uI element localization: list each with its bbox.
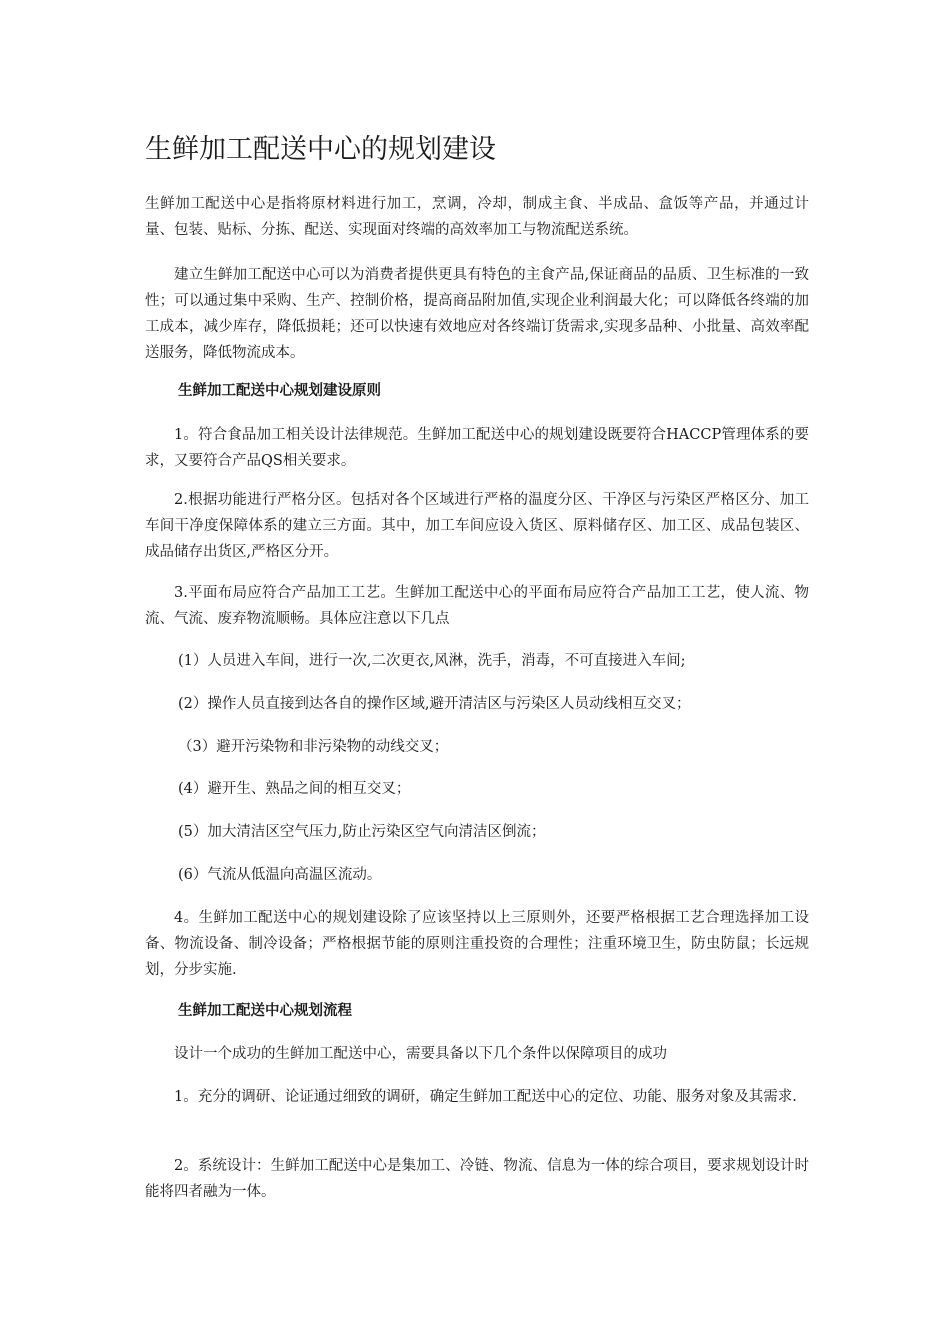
list-item: (6）气流从低温向高温区流动。	[178, 867, 382, 883]
intro-paragraph: 生鲜加工配送中心是指将原材料进行加工，烹调，冷却，制成主食、半成品、盒饭等产品，并通过计量、包装、贴标、分拣、配送、实现面对终端的高效率加工与物流配送系统。	[145, 196, 809, 238]
list-item: (5）加大清洁区空气压力,防止污染区空气向清洁区倒流；	[178, 824, 546, 840]
document-title: 生鲜加工配送中心的规划建设	[145, 134, 496, 165]
principle-2-paragraph: 2.根据功能进行严格分区。包括对各个区域进行严格的温度分区、干净区与污染区严格区分、加工车间干净度保障体系的建立三方面。其中，加工车间应设入货区、原料储存区、加工区、成品包装区、成品储存出货区,严格区分开。	[145, 492, 809, 560]
principle-4-paragraph: 4。生鲜加工配送中心的规划建设除了应该坚持以上三原则外，还要严格根据工艺合理选择加工设备、物流设备、制冷设备；严格根据节能的原则注重投资的合理性；注重环境卫生，防虫防鼠；长远规划，分步实施.	[145, 910, 809, 978]
list-item: （3）避开污染物和非污染物的动线交叉；	[178, 739, 449, 755]
section-heading-process: 生鲜加工配送中心规划流程	[178, 1002, 352, 1019]
section-heading-principles: 生鲜加工配送中心规划建设原则	[178, 382, 381, 399]
process-2-paragraph: 2。系统设计：生鲜加工配送中心是集加工、冷链、物流、信息为一体的综合项目，要求规划设计时能将四者融为一体。	[145, 1158, 809, 1200]
list-item: (2）操作人员直接到达各自的操作区域,避开清洁区与污染区人员动线相互交叉；	[178, 696, 691, 712]
principle-3-paragraph: 3.平面布局应符合产品加工工艺。生鲜加工配送中心的平面布局应符合产品加工工艺，使人流、物流、气流、废弃物流顺畅。具体应注意以下几点	[145, 585, 809, 627]
benefits-paragraph: 建立生鲜加工配送中心可以为消费者提供更具有特色的主食产品,保证商品的品质、卫生标准的一致性；可以通过集中采购、生产、控制价格，提高商品附加值,实现企业利润最大化；可以降低各终端的加工成本，减少库存，降低损耗；还可以快速有效地应对各终端订货需求,实现多品种、小批量、高效率配送服务，降低物流成本。	[145, 267, 809, 361]
list-item: (4）避开生、熟品之间的相互交叉；	[178, 781, 411, 797]
principle-1-paragraph: 1。符合食品加工相关设计法律规范。生鲜加工配送中心的规划建设既要符合HACCP管理体系的要求，又要符合产品QS相关要求。	[145, 427, 809, 469]
process-intro-paragraph: 设计一个成功的生鲜加工配送中心，需要具备以下几个条件以保障项目的成功	[174, 1046, 667, 1062]
process-1-paragraph: 1。充分的调研、论证通过细致的调研，确定生鲜加工配送中心的定位、功能、服务对象及其需求.	[174, 1089, 797, 1105]
list-item: (1）人员进入车间，进行一次,二次更衣,风淋，洗手，消毒，不可直接进入车间;	[178, 653, 686, 669]
